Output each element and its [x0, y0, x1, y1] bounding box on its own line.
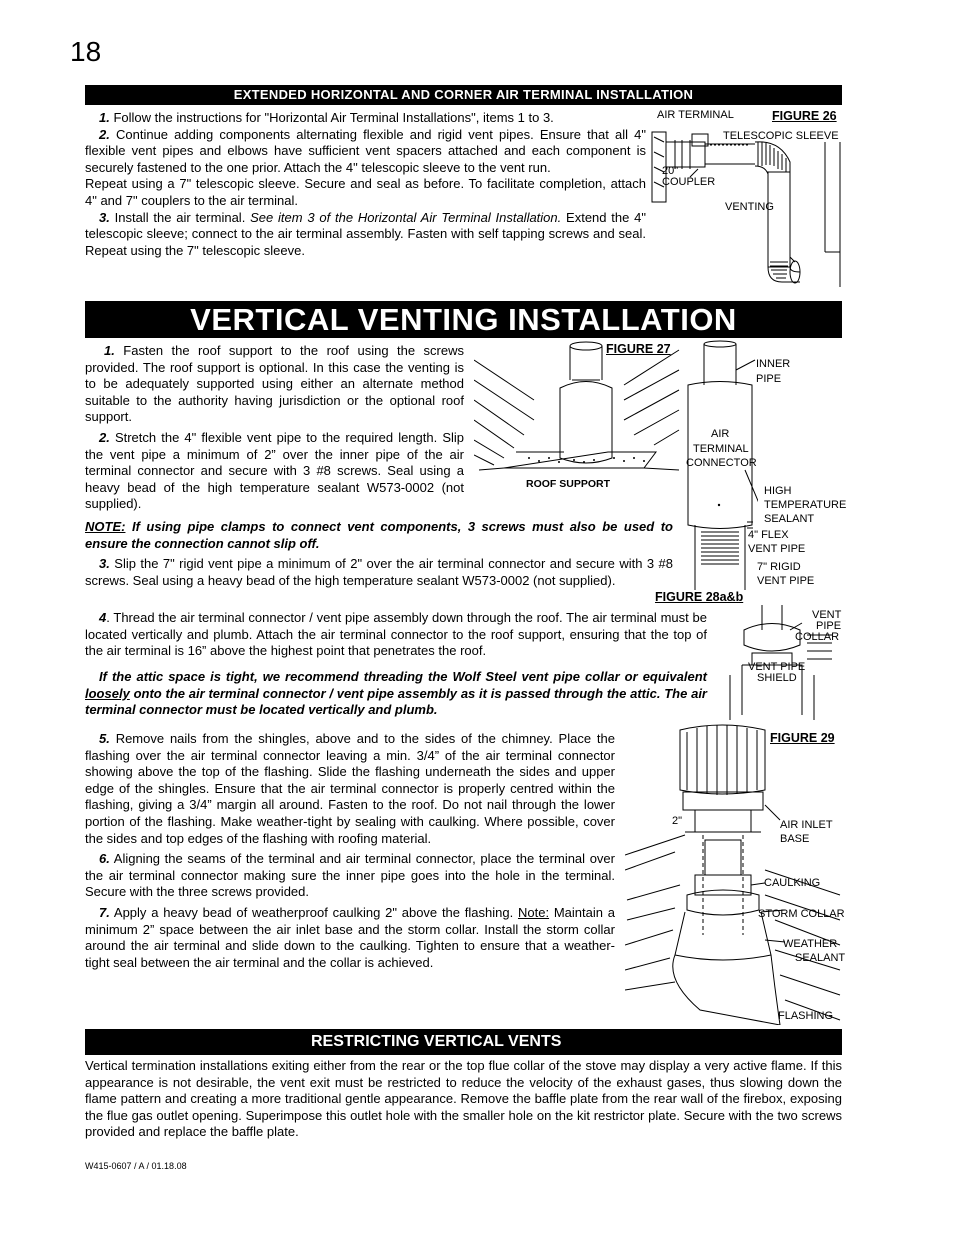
page-number: 18	[70, 36, 102, 67]
label-telescopic-sleeve: TELESCOPIC SLEEVE	[723, 130, 839, 142]
label-rigid-vent-pipe: VENT PIPE	[757, 575, 815, 587]
label-flex-vent-pipe: VENT PIPE	[748, 543, 806, 555]
label-flashing: FLASHING	[778, 1010, 834, 1022]
figure-27-title: FIGURE 27	[606, 342, 671, 356]
section2-body-left: 1. Fasten the roof support to the roof using the screws provided. The roof support is optional. In this case the venting is to be adequately supported using either an alternate method suitable to the authority having jurisdiction or the optional roof support. 2. Stretch the 4" flexible vent pipe to the required length. Slip the vent pipe a minimum of 2” over the inner pipe of the air terminal connector and secure with 3 #8 screws. Seal using a heavy bead of the high temperature sealant W573-0002 (not supplied).	[85, 343, 464, 512]
label-pipe: PIPE	[756, 373, 782, 385]
label-air-inlet: AIR INLET	[780, 819, 833, 831]
label-weather: WEATHER	[783, 938, 838, 950]
section1-body: 1. Follow the instructions for "Horizontal Air Terminal Installations", items 1 to 3. 2. Continue adding components alternating flexible and rigid vent pipes. Ensure that all 4" flexible vent pipes and elbows have sufficient vent spacers attached and each component is securely fastened to the one prior. Attach the 4" telescopic sleeve to the vent run. Repeat using a 7" telescopic sleeve. Secure and seal as before. To facilitate completion, attach 4" and 7" couplers to the air terminal. 3. Install the air terminal. See item 3 of the Horizontal Air Terminal Installation. Extend the 4" telescopic sleeve; connect to the air terminal assembly. Fasten with self tapping screws and seal. Repeat using the 7" telescopic sleeve.	[85, 110, 647, 258]
label-2-inch: 2"	[672, 815, 683, 827]
figure-28-title: FIGURE 28a&b	[655, 590, 744, 604]
section-header-vertical-venting: VERTICAL VENTING INSTALLATION	[85, 301, 842, 338]
document-code: W415-0607 / A / 01.18.08	[85, 1161, 187, 1171]
label-shield: SHIELD	[757, 672, 797, 684]
label-temperature: TEMPERATURE	[764, 499, 847, 511]
attic-note: If the attic space is tight, we recommend threading the Wolf Steel vent pipe collar or equivalent loosely onto the air terminal connector / vent pipe assembly as it is passed through the attic. The air terminal connector must be located vertically and plumb.	[85, 669, 707, 718]
label-coupler-size: 20"	[662, 165, 679, 177]
label-inner: INNER	[756, 358, 791, 370]
label-roof-support: ROOF SUPPORT	[526, 478, 611, 490]
section-header-extended-horizontal: EXTENDED HORIZONTAL AND CORNER AIR TERMINAL INSTALLATION	[85, 85, 842, 105]
label-vent: VENT	[812, 609, 842, 621]
restricting-vents-body: Vertical termination installations exiting either from the rear or the top flue collar of the stove may display a very active flame. If this appearance is not desirable, the vent exit must be restricted to reduce the velocity of the exhaust gases, thus slowing down the flame pattern and creating a more traditional gentle appearance. Remove the baffle plate from the rear wall of the firebox, exposing the flue gas outlet opening. Superimpose this outlet hole with the smaller hole on the kit restrictor plate. Secure with the two screws provided and replace the baffle plate.	[85, 1058, 842, 1140]
figure-26-drawing	[650, 112, 845, 292]
label-air-terminal: AIR TERMINAL	[657, 109, 734, 121]
label-7-rigid: 7" RIGID	[757, 561, 801, 573]
label-sealant: SEALANT	[764, 513, 815, 525]
label-pipe-collar-pipe: PIPE	[816, 620, 842, 632]
note-pipe-clamps: NOTE: If using pipe clamps to connect vent components, 3 screws must also be used to ensure the connection cannot slip off.	[85, 519, 673, 551]
label-weather-sealant: SEALANT	[795, 952, 846, 964]
steps-5-7: 5. Remove nails from the shingles, above and to the sides of the chimney. Place the flashing over the air terminal connector leaving a min. 3/4” of the air terminal connector showing above the top of the flashing. Slide the flashing underneath the sides and upper edge of the shingles. Ensure that the air terminal connector is properly centred within the flashing, giving a 3/4” margin all around. Fasten to the roof. Do not nail through the lower portion of the flashing. Make weather-tight by sealing with caulking. Where possible, cover the sides and top edges of the flashing with roofing material. 6. Aligning the seams of the terminal and air terminal connector, place the terminal over the air terminal connector making sure the inner pipe goes into the hole in the terminal. Secure with the three screws provided. 7. Apply a heavy bead of weatherproof caulking 2" above the flashing. Note: Maintain a minimum 2” space between the air inlet base and the storm collar. Install the storm collar around the air terminal and slide down to the caulking. Tighten to ensure that a weather-tight seal between the air terminal and the collar is achieved.	[85, 731, 615, 970]
label-venting: VENTING	[725, 201, 774, 213]
label-air: AIR	[711, 428, 730, 440]
label-high: HIGH	[764, 485, 792, 497]
label-vent-pipe-shield-1: VENT PIPE	[748, 661, 806, 673]
figure-29-drawing	[625, 720, 845, 1025]
figure-27-drawing	[474, 340, 684, 480]
label-caulking: CAULKING	[764, 877, 821, 889]
label-base: BASE	[780, 833, 810, 845]
figure-29-title: FIGURE 29	[770, 731, 835, 745]
label-coupler: COUPLER	[662, 176, 716, 188]
step-4: 4. Thread the air terminal connector / vent pipe assembly down through the roof. The air terminal must be located vertically and plumb. Attach the air terminal connector to the roof support, ensuring that the top of the air terminal is 16” above the highest point that penetrates the roof.	[85, 610, 707, 659]
label-terminal: TERMINAL	[693, 443, 749, 455]
label-connector: CONNECTOR	[686, 457, 757, 469]
label-collar: COLLAR	[795, 631, 840, 643]
step-3: 3. Slip the 7" rigid vent pipe a minimum of 2" over the air terminal connector and secure with 3 #8 screws. Seal using a heavy bead of the high temperature sealant W573-0002 (not supplied).	[85, 556, 673, 588]
figure-26-title: FIGURE 26	[772, 109, 837, 123]
label-4-flex: 4" FLEX	[748, 529, 789, 541]
label-storm-collar: STORM COLLAR	[758, 908, 845, 920]
section-header-restricting-vents: RESTRICTING VERTICAL VENTS	[85, 1029, 842, 1055]
